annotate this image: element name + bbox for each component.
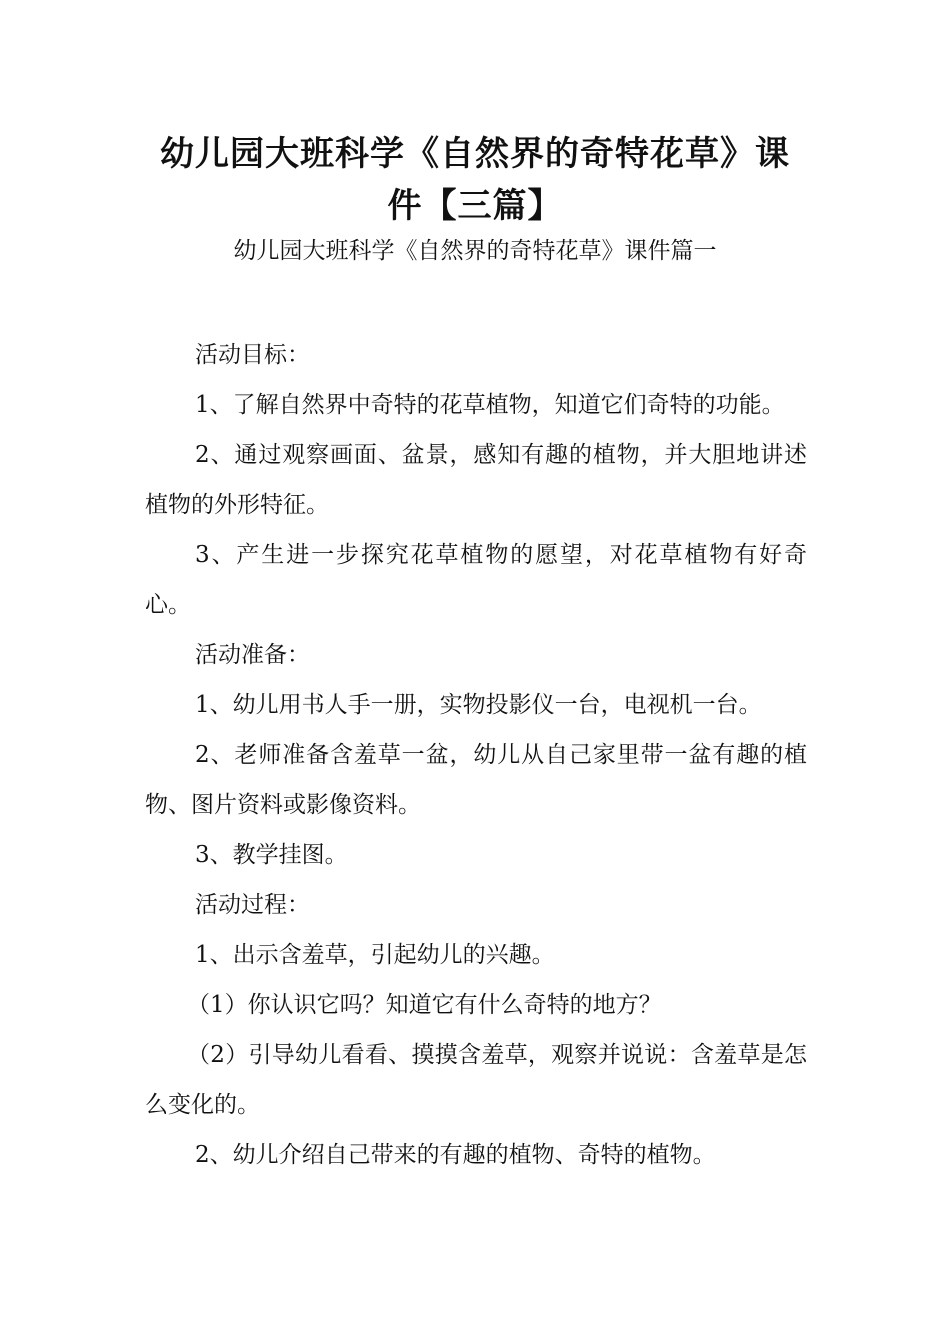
section-subtitle: 幼儿园大班科学《自然界的奇特花草》课件篇一: [233, 238, 717, 264]
goal-item-2: 2、通过观察画面、盆景，感知有趣的植物，并大胆地讲述植物的外形特征。: [145, 442, 807, 518]
preparation-item-1: 1、幼儿用书人手一册，实物投影仪一台，电视机一台。: [195, 692, 762, 718]
title-line-2: 件【三篇】: [387, 186, 563, 226]
goal-item-3: 3、产生进一步探究花草植物的愿望，对花草植物有好奇心。: [145, 542, 807, 618]
preparation-item-3: 3、教学挂图。: [195, 842, 348, 868]
goal-item-1: 1、了解自然界中奇特的花草植物，知道它们奇特的功能。: [195, 392, 785, 418]
document-title: [150, 128, 800, 232]
process-item-1: 1、出示含羞草，引起幼儿的兴趣。: [195, 942, 555, 968]
heading-activity-preparation: 活动准备：: [195, 642, 310, 668]
process-subitem-2: （2）引导幼儿看看、摸摸含羞草，观察并说说：含羞草是怎么变化的。: [145, 1042, 807, 1118]
title-line-1: 幼儿园大班科学《自然界的奇特花草》课: [160, 134, 790, 174]
document-body: [145, 330, 807, 1180]
process-item-2: 2、幼儿介绍自己带来的有趣的植物、奇特的植物。: [195, 1142, 716, 1168]
process-subitem-1: （1）你认识它吗？知道它有什么奇特的地方？: [187, 992, 662, 1018]
heading-activity-goals: 活动目标：: [195, 342, 310, 368]
heading-activity-process: 活动过程：: [195, 892, 310, 918]
preparation-item-2: 2、老师准备含羞草一盆，幼儿从自己家里带一盆有趣的植物、图片资料或影像资料。: [145, 742, 807, 818]
